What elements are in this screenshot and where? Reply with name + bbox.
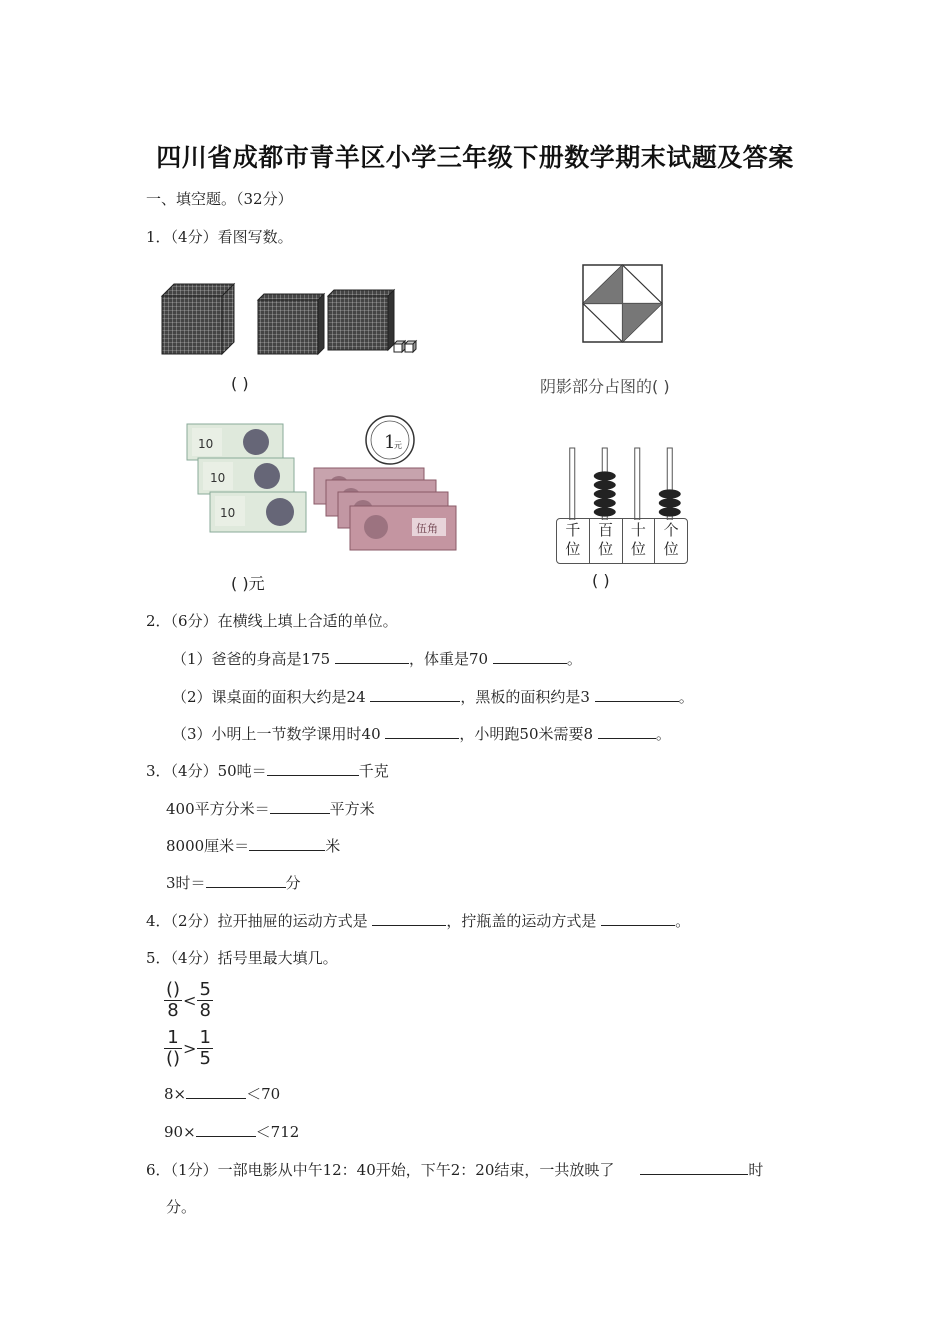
q5-text: 90× — [164, 1123, 196, 1141]
question-2-line-1 — [172, 649, 582, 669]
q2-text: 。 — [566, 650, 582, 668]
bill-red-value: 伍角 — [416, 522, 438, 535]
abacus-rod — [635, 448, 640, 520]
answer-blank[interactable] — [598, 724, 656, 739]
q3-text: 400平方分米＝ — [166, 800, 270, 818]
answer-blank[interactable] — [595, 687, 679, 702]
q6-text: 时 — [748, 1161, 764, 1179]
question-4 — [146, 911, 690, 931]
ten-yuan-bill-2 — [198, 458, 294, 494]
abacus-bead — [659, 507, 681, 516]
figure-a-answer: ( ) — [231, 374, 249, 393]
hundred-flat-1 — [258, 294, 324, 354]
fraction-denominator[interactable]: () — [166, 1048, 181, 1069]
q3-text: 3时＝ — [166, 874, 206, 892]
fraction-comparison-2 — [164, 1028, 213, 1069]
answer-blank[interactable] — [385, 724, 459, 739]
q2-text: （3）小明上一节数学课用时40 — [172, 725, 381, 743]
q3-text: 分 — [285, 874, 301, 892]
question-6-line-1 — [146, 1160, 763, 1180]
coin-value: 1 — [384, 432, 396, 453]
q2-text: 。 — [655, 725, 671, 743]
bill-value: 10 — [198, 437, 214, 451]
abacus-place-labels — [556, 518, 688, 564]
q4-text: 。 — [675, 912, 691, 930]
fraction-numerator: 5 — [199, 979, 211, 1000]
q5-text: ＜70 — [246, 1085, 281, 1103]
place-thousands: 千位 — [557, 519, 590, 563]
base-ten-cubes-figure — [160, 282, 425, 358]
fraction-comparison-1 — [164, 980, 213, 1021]
comparison-sign: > — [183, 1039, 197, 1058]
one-yuan-coin — [366, 416, 414, 464]
figure-d-answer: ( ) — [592, 571, 610, 590]
q2-text: ，黑板的面积约是3 — [460, 688, 590, 706]
fraction-denominator: 8 — [167, 1000, 179, 1021]
q2-text: ，体重是70 — [408, 650, 489, 668]
question-5-stem: 5．（4分）括号里最大填几。 — [146, 949, 338, 967]
abacus-bead — [594, 498, 616, 507]
fraction-denominator: 5 — [199, 1048, 211, 1069]
abacus-bead — [594, 480, 616, 489]
ten-yuan-bill-3 — [210, 492, 306, 532]
answer-blank[interactable] — [370, 687, 460, 702]
answer-blank[interactable] — [249, 836, 325, 851]
ten-yuan-bill-1 — [187, 424, 283, 460]
q3-text: 米 — [325, 837, 341, 855]
answer-blank[interactable] — [186, 1084, 246, 1099]
fraction — [197, 1028, 212, 1069]
answer-blank[interactable] — [335, 649, 409, 664]
q3-text: 千克 — [358, 762, 389, 780]
shaded-square-figure — [582, 264, 664, 344]
question-1-stem: 1．（4分）看图写数。 — [146, 228, 293, 246]
abacus-bead — [659, 489, 681, 498]
question-5-line-3 — [164, 1084, 280, 1104]
thousand-cube — [162, 284, 234, 354]
comparison-sign: < — [183, 991, 197, 1010]
answer-blank[interactable] — [640, 1160, 748, 1175]
question-3-line-2 — [166, 799, 375, 819]
unit-cubes — [394, 341, 416, 352]
answer-blank[interactable] — [372, 911, 446, 926]
bill-value: 10 — [210, 471, 226, 485]
answer-blank[interactable] — [270, 799, 330, 814]
fraction-numerator: 1 — [164, 1028, 182, 1049]
answer-blank[interactable] — [196, 1122, 256, 1137]
answer-blank[interactable] — [493, 649, 567, 664]
abacus-bead — [659, 498, 681, 507]
fraction-numerator: 1 — [199, 1027, 211, 1048]
q3-text: 平方米 — [329, 800, 375, 818]
question-5-line-4 — [164, 1122, 299, 1142]
place-hundreds: 百位 — [590, 519, 623, 563]
place-ones: 个位 — [663, 521, 679, 558]
hundred-flat-3 — [336, 284, 402, 290]
abacus-figure — [556, 446, 688, 564]
q3-text: 3．（4分）50吨＝ — [146, 762, 267, 780]
q4-text: ，拧瓶盖的运动方式是 — [446, 912, 597, 930]
question-2-line-2 — [172, 687, 694, 707]
q6-text: 6．（1分）一部电影从中午12：40开始，下午2：20结束，一共放映了 — [146, 1161, 615, 1179]
q2-text: （2）课桌面的面积大约是24 — [172, 688, 366, 706]
fraction-numerator[interactable]: () — [166, 979, 181, 1000]
q2-text: （1）爸爸的身高是175 — [172, 650, 331, 668]
q5-text: ＜712 — [255, 1123, 300, 1141]
hundred-flat-2 — [328, 290, 394, 350]
section-heading: 一、填空题。（32分） — [146, 190, 293, 208]
abacus-bead — [594, 507, 616, 516]
five-jiao-bill-4 — [350, 506, 456, 550]
fraction — [164, 1028, 182, 1069]
answer-blank[interactable] — [601, 911, 675, 926]
figure-b-answer: 阴影部分占图的( ) — [540, 377, 670, 396]
place-tens: 十位 — [623, 519, 656, 563]
answer-blank[interactable] — [267, 761, 359, 776]
question-2-line-3 — [172, 724, 671, 744]
question-2-stem: 2．（6分）在横线上填上合适的单位。 — [146, 612, 398, 630]
q2-text: ，小明跑50米需要8 — [459, 725, 594, 743]
abacus-rod — [570, 448, 575, 520]
q3-text: 8000厘米＝ — [166, 837, 250, 855]
abacus-rods — [556, 446, 688, 520]
abacus-bead — [594, 489, 616, 498]
bill-value: 10 — [220, 506, 236, 520]
question-3-line-1 — [146, 761, 389, 781]
figure-c-answer: ( )元 — [231, 574, 265, 593]
money-figure — [184, 414, 464, 554]
q4-text: 4．（2分）拉开抽屉的运动方式是 — [146, 912, 368, 930]
answer-blank[interactable] — [206, 873, 286, 888]
abacus-bead — [594, 471, 616, 480]
question-3-line-3 — [166, 836, 340, 856]
fraction — [197, 980, 212, 1021]
fraction — [164, 980, 182, 1021]
q2-text: 。 — [678, 688, 694, 706]
q5-text: 8× — [164, 1085, 187, 1103]
coin-unit: 元 — [394, 441, 402, 450]
question-3-line-4 — [166, 873, 301, 893]
question-6-line-2: 分。 — [166, 1198, 197, 1216]
page-title: 四川省成都市青羊区小学三年级下册数学期末试题及答案 — [156, 143, 794, 172]
fraction-denominator: 8 — [199, 1000, 211, 1021]
